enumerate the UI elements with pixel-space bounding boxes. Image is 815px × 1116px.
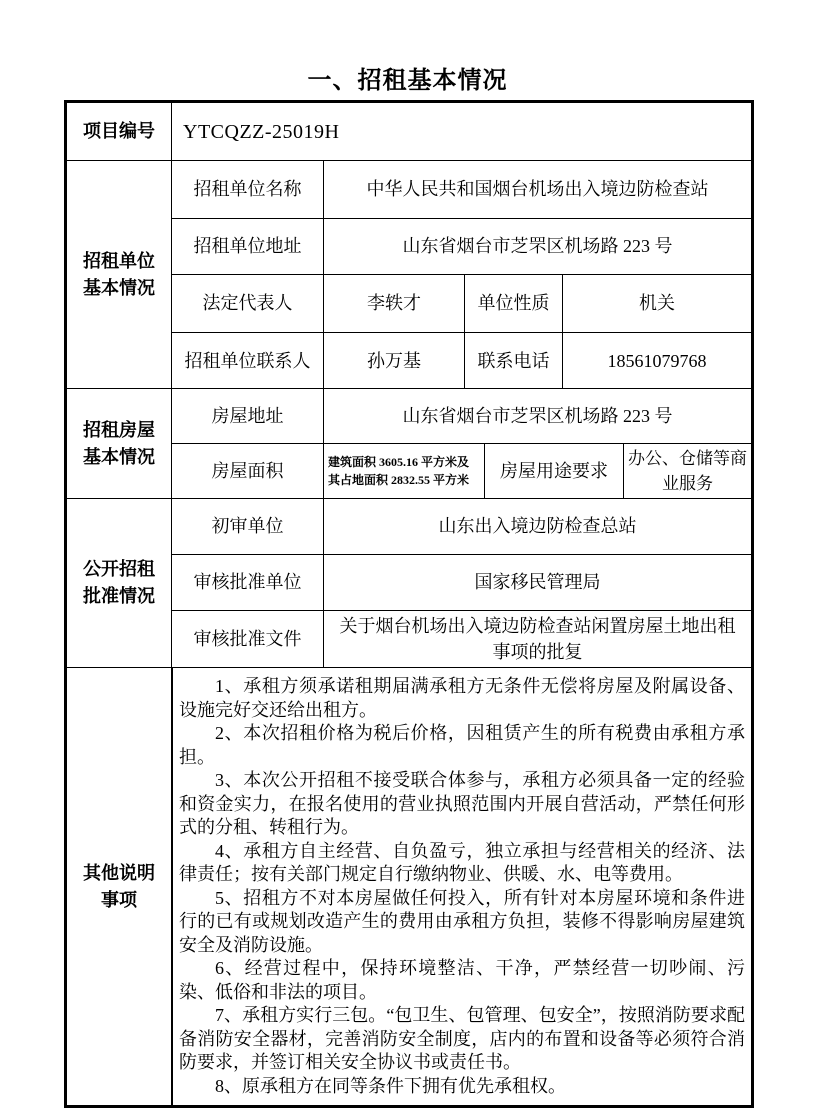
house-usage-label: 房屋用途要求 [484,444,623,498]
house-address-label: 房屋地址 [211,406,284,426]
unit-address-label: 招租单位地址 [193,236,302,257]
section-project-id [67,103,751,160]
rental-info-table [64,100,754,1108]
unit-nature-label: 单位性质 [464,275,562,333]
section-house-info [67,388,751,498]
other-notes-group-cell [67,668,172,1105]
legal-rep-value: 李轶才 [323,275,464,333]
house-info-group-label: 招租房屋基本情况 [83,419,155,467]
unit-name-label: 招租单位名称 [193,179,302,200]
row-house-area [172,443,751,498]
project-id-label: 项目编号 [83,121,155,141]
unit-name-value: 中华人民共和国烟台机场出入境边防检查站 [323,161,751,218]
other-notes-item: 5、招租方不对本房屋做任何投入，所有针对本房屋环境和条件进行的已有或规划改造产生的费用由承租方负担，装修不得影响房屋建筑安全及消防设施。 [179,887,745,955]
approver-label: 审核批准单位 [193,572,302,593]
approval-doc-value [323,611,751,667]
other-notes-item: 2、本次招租价格为税后价格，因租赁产生的所有税费由承租方承担。 [179,723,745,767]
house-info-group-cell [67,389,172,498]
house-address-value: 山东省烟台市芝罘区机场路 223 号 [323,389,751,443]
legal-rep-label: 法定代表人 [202,293,293,314]
row-approval-doc [172,610,751,667]
row-contact [172,332,751,388]
unit-nature-value: 机关 [562,275,751,333]
other-notes-item: 6、经营过程中，保持环境整洁、干净，严禁经营一切吵闹、污染、低俗和非法的项目。 [179,958,745,1002]
phone-value: 18561079768 [562,333,751,388]
contact-value: 孙万基 [323,333,464,388]
contact-label: 招租单位联系人 [184,350,311,371]
row-initial-review [172,499,751,554]
other-notes-item: 4、承租方自主经营、自负盈亏，独立承担与经营相关的经济、法律责任；按有关部门规定自行缴纳物业、供暖、水、电等费用。 [179,840,745,884]
house-area-label: 房屋面积 [211,461,284,481]
row-legal-rep [172,274,751,333]
section-approval-info [67,498,751,667]
unit-info-group-cell [67,161,172,388]
unit-info-group-label: 招租单位基本情况 [83,250,155,298]
other-notes-item: 7、承租方实行三包。“包卫生、包管理、包安全”，按照消防要求配备消防安全器材，完善消防安全制度，店内的布置和设备等必须符合消防要求，并签订相关安全协议书或责任书。 [179,1005,745,1072]
section-unit-info [67,160,751,388]
house-area-value: 建筑面积 3605.16 平方米及其占地面积 2832.55 平方米 [323,444,484,498]
row-house-address [172,389,751,443]
page-title: 一、招租基本情况 [307,68,508,94]
initial-review-label: 初审单位 [211,516,284,537]
approver-value: 国家移民管理局 [323,555,751,611]
project-id-value: YTCQZZ-25019H [183,120,340,143]
other-notes-content [172,668,751,1105]
approval-doc-text: 关于烟台机场出入境边防检查站闲置房屋土地出租事项的批复 [339,616,736,662]
house-usage-value: 办公、仓储等商业服务 [623,444,751,498]
row-approver [172,554,751,611]
row-unit-name [172,161,751,218]
project-id-label-cell [67,103,172,160]
unit-address-value: 山东省烟台市芝罘区机场路 223 号 [323,219,751,274]
approval-group-cell [67,499,172,667]
approval-doc-label: 审核批准文件 [193,629,302,649]
phone-label: 联系电话 [464,333,562,388]
section-other-notes [67,667,751,1105]
other-notes-item: 8、原承租方在同等条件下拥有优先承租权。 [215,1075,566,1096]
row-unit-address [172,218,751,274]
initial-review-value: 山东出入境边防检查总站 [323,499,751,554]
other-notes-item: 3、本次公开招租不接受联合体参与，承租方必须具备一定的经验和资金实力，在报名使用的营业执照范围内开展自营活动，严禁任何形式的分租、转租行为。 [179,770,745,837]
other-notes-item: 1、承租方须承诺租期届满承租方无条件无偿将房屋及附属设备、设施完好交还给出租方。 [179,676,745,720]
approval-group-label: 公开招租批准情况 [83,559,155,606]
other-notes-group-label: 其他说明事项 [83,862,155,910]
